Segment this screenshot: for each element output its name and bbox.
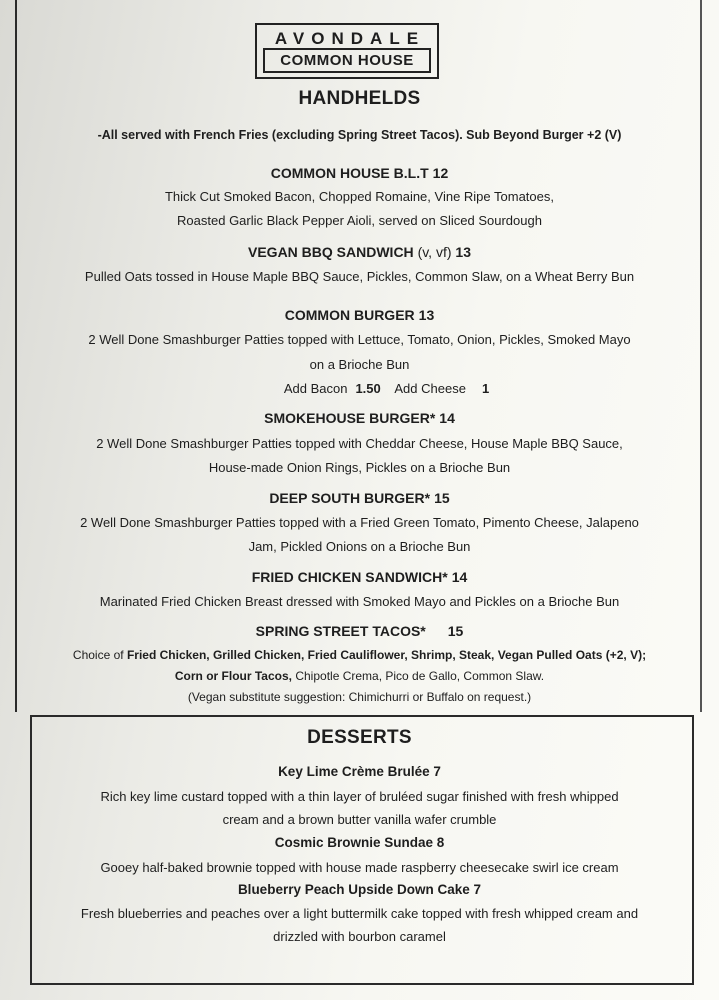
dessert-price: 8 — [436, 835, 445, 850]
item-price: 13 — [418, 307, 435, 323]
item-price: 15 — [447, 623, 464, 639]
addon-price: 1 — [481, 381, 490, 396]
desserts-title: DESSERTS — [307, 727, 412, 748]
logo-line-2: COMMON HOUSE — [263, 48, 431, 73]
item-title-smokehouse-burger — [0, 410, 719, 426]
item-desc-line: Roasted Garlic Black Pepper Aioli, served on Sliced Sourdough — [177, 213, 542, 228]
item-title-deep-south-burger — [0, 490, 719, 506]
tacos-proteins: Fried Chicken, Grilled Chicken, Fried Cauliflower, Shrimp, Steak, Vegan Pulled Oats (+2, V); — [126, 648, 647, 662]
item-desc-line: Marinated Fried Chicken Breast dressed with Smoked Mayo and Pickles on a Brioche Bun — [99, 594, 620, 609]
dessert-price: 7 — [473, 882, 482, 897]
item-desc-line: Thick Cut Smoked Bacon, Chopped Romaine, Vine Ripe Tomatoes, — [164, 189, 554, 204]
tacos-shell-options: Corn or Flour Tacos, — [174, 669, 292, 683]
item-title-spring-street-tacos — [0, 623, 719, 639]
item-desc-line: 2 Well Done Smashburger Patties topped with a Fried Green Tomato, Pimento Cheese, Jalapeno — [80, 515, 639, 530]
tacos-prefix: Choice of — [72, 648, 127, 662]
item-price: 13 — [455, 244, 471, 260]
dessert-title-blueberry-cake — [0, 882, 719, 897]
dessert-desc-line: Gooey half-baked brownie topped with house made raspberry cheesecake swirl ice cream — [100, 860, 619, 875]
addon-cheese — [394, 381, 489, 396]
item-dietary-tag: (v, vf) — [417, 244, 452, 260]
tacos-shell-line — [0, 669, 719, 683]
addons-row — [0, 381, 719, 396]
item-title-blt — [0, 165, 719, 181]
restaurant-logo — [255, 23, 439, 79]
dessert-desc-line: Rich key lime custard topped with a thin layer of bruléed sugar finished with fresh whipped — [100, 789, 619, 804]
item-title-common-burger — [0, 307, 719, 323]
item-name: SMOKEHOUSE BURGER* — [264, 410, 436, 426]
addon-label: Add Cheese — [394, 381, 466, 396]
tacos-toppings: Chipotle Crema, Pico de Gallo, Common Slaw. — [292, 669, 545, 683]
dessert-title-brownie — [0, 835, 719, 850]
item-price: 14 — [439, 410, 455, 426]
item-desc-line: on a Brioche Bun — [309, 357, 410, 372]
item-name: COMMON HOUSE B.L.T — [270, 165, 429, 181]
addon-price: 1.50 — [355, 381, 381, 396]
item-desc-line: 2 Well Done Smashburger Patties topped with Cheddar Cheese, House Maple BBQ Sauce, — [96, 436, 623, 451]
dessert-name: Cosmic Brownie Sundae — [274, 835, 433, 850]
item-price: 12 — [432, 165, 449, 181]
dessert-price: 7 — [433, 764, 441, 779]
item-desc-line: 2 Well Done Smashburger Patties topped with Lettuce, Tomato, Onion, Pickles, Smoked Mayo — [88, 332, 631, 347]
dessert-name: Blueberry Peach Upside Down Cake — [237, 882, 470, 897]
item-desc-line: House-made Onion Rings, Pickles on a Brioche Bun — [208, 460, 511, 475]
tacos-options-line — [0, 648, 719, 662]
dessert-desc-line: Fresh blueberries and peaches over a light buttermilk cake topped with fresh whipped cream and — [80, 906, 639, 921]
item-name: DEEP SOUTH BURGER* — [269, 490, 431, 506]
item-name: VEGAN BBQ SANDWICH — [248, 244, 414, 260]
dessert-desc-line: drizzled with bourbon caramel — [273, 929, 446, 944]
item-name: FRIED CHICKEN SANDWICH* — [251, 569, 448, 585]
handhelds-title: HANDHELDS — [298, 88, 421, 109]
addon-bacon — [284, 381, 381, 396]
logo-line-1: AVONDALE — [274, 29, 426, 48]
item-name: COMMON BURGER — [284, 307, 415, 323]
item-desc-line: Jam, Pickled Onions on a Brioche Bun — [248, 539, 471, 554]
item-price: 14 — [451, 569, 468, 585]
dessert-title-key-lime — [0, 764, 719, 779]
dessert-name: Key Lime Crème Brulée — [278, 764, 430, 779]
item-title-vegan-bbq — [0, 244, 719, 260]
item-name: SPRING STREET TACOS* — [255, 623, 426, 639]
handhelds-note: -All served with French Fries (excluding Spring Street Tacos). Sub Beyond Burger +2 (V) — [97, 128, 622, 142]
item-desc-line: Pulled Oats tossed in House Maple BBQ Sauce, Pickles, Common Slaw, on a Wheat Berry Bun — [84, 269, 635, 284]
desserts-box — [30, 715, 694, 985]
addon-label: Add Bacon — [283, 381, 348, 396]
item-title-fried-chicken-sandwich — [0, 569, 719, 585]
tacos-vegan-note: (Vegan substitute suggestion: Chimichurri or Buffalo on request.) — [187, 690, 532, 704]
item-price: 15 — [434, 490, 450, 506]
dessert-desc-line: cream and a brown butter vanilla wafer crumble — [222, 812, 497, 827]
